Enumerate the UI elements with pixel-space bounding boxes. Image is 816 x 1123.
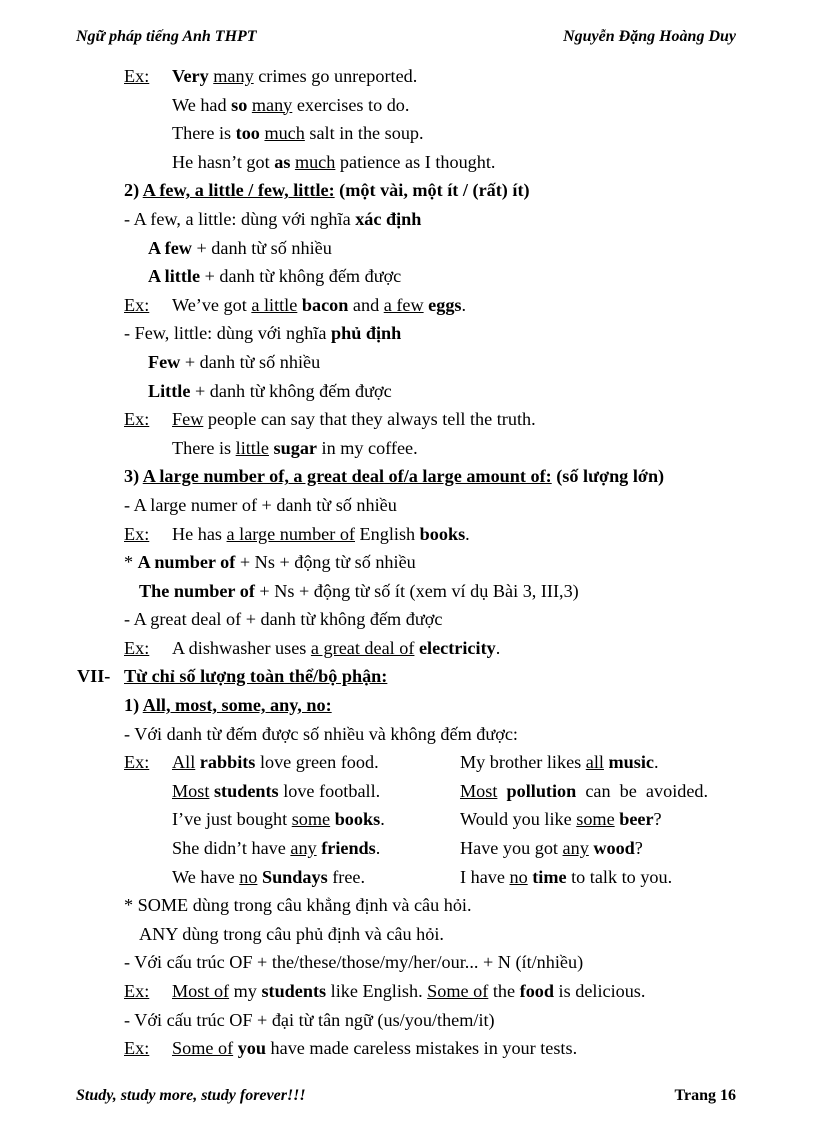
text-line: The number of + Ns + động từ số ít (xem ví dụ Bài 3, III,3) <box>139 580 579 601</box>
example-right: My brother likes all music. <box>460 752 659 773</box>
example-label: Ex: <box>124 637 150 658</box>
text-line: ANY dùng trong câu phủ định và câu hỏi. <box>139 923 444 944</box>
example-right: I have no time to talk to you. <box>460 866 673 887</box>
example-left: She didn’t have any friends. <box>172 838 381 859</box>
example-label: Ex: <box>124 1038 150 1059</box>
text-line: * SOME dùng trong câu khẳng định và câu hỏi. <box>124 895 472 916</box>
text-line: - Với cấu trúc OF + đại từ tân ngữ (us/you/them/it) <box>124 1009 495 1030</box>
page-content <box>0 62 816 1063</box>
text-line: - Với danh từ đếm được số nhiều và không đếm được: <box>124 723 518 744</box>
example-right: Most pollution can be avoided. <box>460 780 709 801</box>
text-line <box>0 977 816 1006</box>
text-line: - A great deal of + danh từ không đếm được <box>124 609 443 630</box>
text-line <box>0 634 816 663</box>
text-line <box>0 62 816 91</box>
example-sentence: We’ve got a little bacon and a few eggs. <box>172 294 467 315</box>
header-author: Nguyễn Đặng Hoàng Duy <box>563 28 736 45</box>
text-line <box>0 405 816 434</box>
text-line: Little + danh từ không đếm được <box>148 380 392 401</box>
text-line: - A large numer of + danh từ số nhiều <box>124 494 397 515</box>
text-line: A few + danh từ số nhiều <box>148 237 332 258</box>
chapter-heading: VII- Từ chỉ số lượng toàn thể/bộ phận: <box>0 662 816 691</box>
section-heading: 1) All, most, some, any, no: <box>124 695 332 716</box>
text-line <box>0 777 816 806</box>
example-sentence: Most of my students like English. Some of the food is delicious. <box>172 981 646 1001</box>
example-label: Ex: <box>124 523 150 544</box>
example-label: Ex: <box>124 981 150 1001</box>
example-label: Ex: <box>124 66 150 86</box>
example-sentence: Few people can say that they always tell the truth. <box>172 409 536 430</box>
section-heading: 2) A few, a little / few, little: (một vài, một ít / (rất) ít) <box>124 180 530 201</box>
example-sentence: A dishwasher uses a great deal of electricity. <box>172 637 501 658</box>
example-label: Ex: <box>124 752 150 773</box>
text-line <box>0 863 816 892</box>
text-line: We had so many exercises to do. <box>172 94 410 115</box>
text-line <box>0 834 816 863</box>
example-left: We have no Sundays free. <box>172 866 366 887</box>
example-sentence: Very many crimes go unreported. <box>172 66 418 86</box>
example-sentence: Some of you have made careless mistakes in your tests. <box>172 1038 578 1059</box>
text-line: He hasn’t got as much patience as I thought. <box>172 151 496 172</box>
text-line: - Few, little: dùng với nghĩa phủ định <box>124 323 402 344</box>
text-line <box>0 748 816 777</box>
example-right: Have you got any wood? <box>460 838 643 859</box>
roman-numeral: VII- <box>77 666 111 687</box>
example-right: Would you like some beer? <box>460 809 662 830</box>
footer-motto: Study, study more, study forever!!! <box>76 1087 306 1104</box>
header-title: Ngữ pháp tiếng Anh THPT <box>76 28 257 45</box>
example-left: I’ve just bought some books. <box>172 809 385 830</box>
example-sentence: He has a large number of English books. <box>172 523 470 544</box>
section-heading: 3) A large number of, a great deal of/a large amount of: (số lượng lớn) <box>124 466 665 487</box>
text-line <box>0 291 816 320</box>
text-line: Few + danh từ số nhiều <box>148 351 321 372</box>
example-label: Ex: <box>124 294 150 315</box>
text-line: - Với cấu trúc OF + the/these/those/my/her/our... + N (ít/nhiều) <box>124 952 584 973</box>
page-number: Trang 16 <box>674 1087 736 1104</box>
text-line: A little + danh từ không đếm được <box>148 266 402 287</box>
example-left: Most students love football. <box>172 780 381 801</box>
example-label: Ex: <box>124 409 150 430</box>
text-line <box>0 1034 816 1063</box>
example-left: All rabbits love green food. <box>172 752 379 773</box>
text-line <box>0 520 816 549</box>
text-line: - A few, a little: dùng với nghĩa xác định <box>124 208 422 229</box>
text-line: There is too much salt in the soup. <box>172 123 424 144</box>
text-line <box>0 805 816 834</box>
text-line: * A number of + Ns + động từ số nhiều <box>124 552 416 573</box>
text-line: There is little sugar in my coffee. <box>172 437 418 458</box>
